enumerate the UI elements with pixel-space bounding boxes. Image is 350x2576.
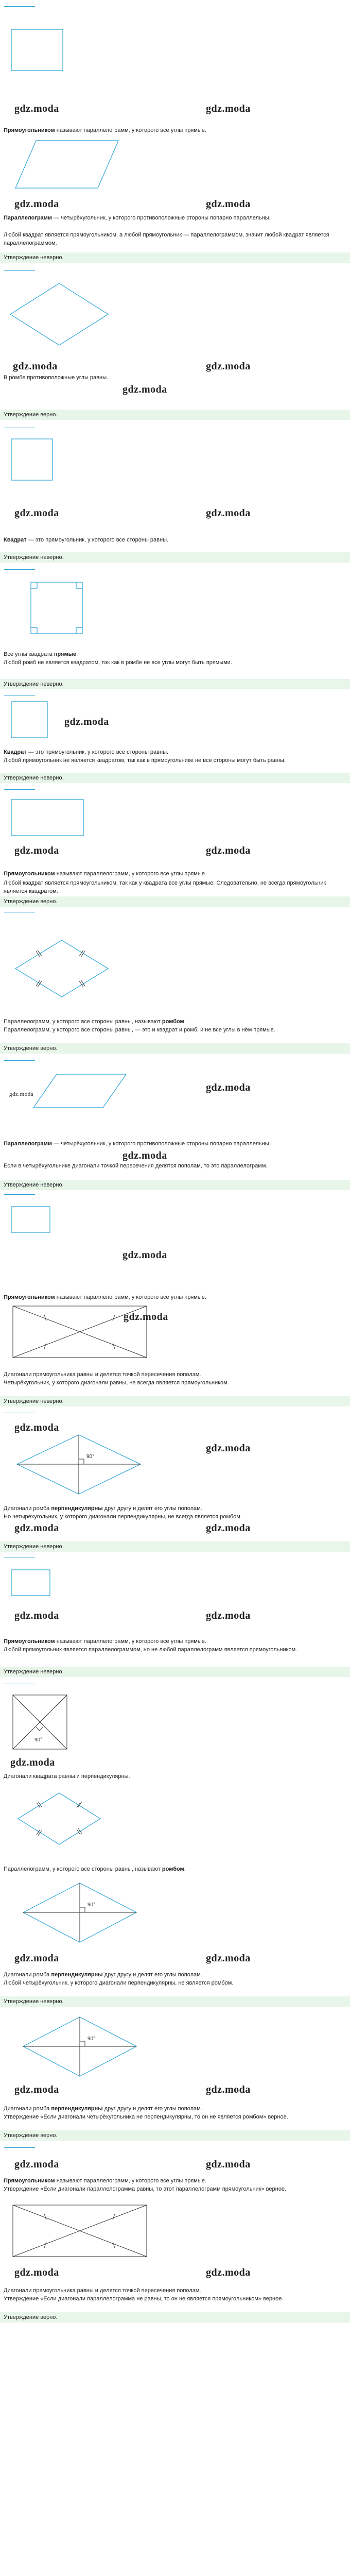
watermark: gdz.moda [206, 507, 251, 519]
status-text: Утверждение неверно. [4, 1182, 64, 1188]
text: называют параллелограмм, у которого все углы прямые. [55, 2178, 206, 2184]
watermark: gdz.moda [14, 1953, 59, 1964]
section-divider [4, 6, 35, 7]
status-badge [0, 1396, 350, 1406]
paragraph: Любой прямоугольник является параллелограммом, но не любой параллелограмм является прямоугольником. [4, 1647, 297, 1653]
term: перпендикулярны [51, 2106, 103, 2112]
status-badge [0, 1996, 350, 2007]
status-text: Утверждение неверно. [4, 1998, 64, 2005]
paragraph [4, 214, 343, 222]
watermark: gdz.moda [14, 198, 59, 210]
watermark: gdz.moda [14, 845, 59, 856]
text: . [184, 1019, 186, 1025]
paragraph: Но четырёхугольник, у которого диагонали перпендикулярны, не всегда является ромбом. [4, 1514, 242, 1520]
term: Прямоугольником [4, 2178, 55, 2184]
rhombus-perpendicular-diagonals-figure [21, 1880, 139, 1945]
status-badge [0, 1667, 350, 1677]
paragraph: Если в четырёхугольнике диагонали точкой пересечения делятся пополам, то это параллелограмм. [4, 1163, 268, 1169]
term: Параллелограмм [4, 215, 52, 221]
text: называют параллелограмм, у которого все углы прямые. [55, 1294, 206, 1300]
text: называют параллелограмм, у которого все углы прямые. [55, 127, 206, 133]
rectangle-with-diagonals-figure [10, 2202, 149, 2259]
parallelogram-figure [31, 1072, 129, 1113]
watermark: gdz.moda [14, 1422, 59, 1433]
angle-label: 90° [87, 1902, 96, 1908]
status-text: Утверждение верно. [4, 1045, 58, 1052]
watermark: gdz.moda [122, 1150, 167, 1161]
paragraph [4, 126, 343, 134]
paragraph [4, 1637, 343, 1646]
watermark: gdz.moda [14, 2267, 59, 2278]
rectangle-figure [10, 1569, 54, 1600]
paragraph: Четырёхугольник, у которого диагонали равны, не всегда является прямоугольником. [4, 1380, 229, 1386]
text: Диагонали ромба [4, 1972, 51, 1978]
paragraph [4, 870, 343, 878]
text: — это прямоугольник, у которого все стороны равны. [26, 537, 169, 543]
watermark: gdz.moda [206, 845, 251, 856]
watermark: gdz.moda [64, 716, 109, 727]
text: Параллелограмм, у которого все стороны равны, называют [4, 1866, 162, 1872]
text: друг другу и делят его углы пополам. [102, 1972, 202, 1978]
watermark: gdz.moda [10, 1757, 55, 1768]
term: Прямоугольником [4, 1294, 55, 1300]
text: — это прямоугольник, у которого все стороны равны. [26, 749, 169, 755]
paragraph: Любой четырёхугольник, у которого диагонали перпендикулярны, не является ромбом. [4, 1980, 234, 1986]
section-divider [4, 1060, 35, 1061]
section-divider [4, 789, 35, 790]
rectangle-figure [10, 1206, 54, 1236]
watermark: gdz.moda [206, 1443, 251, 1454]
square-figure [10, 28, 67, 75]
paragraph [4, 1293, 343, 1301]
text: — четырёхугольник, у которого противоположные стороны попарно параллельны. [52, 215, 271, 221]
term: ромбом [162, 1866, 184, 1872]
text: Все углы квадрата [4, 651, 54, 657]
watermark: gdz.moda [206, 103, 251, 114]
paragraph: Диагонали прямоугольника равны и делятся точкой пересечения пополам. [4, 2287, 201, 2294]
rhombus-perpendicular-diagonals-figure [14, 1432, 143, 1497]
watermark: gdz.moda [206, 2084, 251, 2095]
paragraph [4, 536, 343, 544]
paragraph [4, 2177, 343, 2185]
status-text: Утверждение верно. [4, 899, 58, 905]
paragraph: В ромбе противоположные углы равны. [4, 375, 109, 381]
angle-label: 90° [87, 2036, 96, 2042]
text: Диагонали ромба [4, 2106, 51, 2112]
square-figure [10, 701, 51, 742]
term: Параллелограмм [4, 1141, 52, 1147]
text: друг другу и делят его углы пополам. [102, 2106, 202, 2112]
status-badge [0, 2312, 350, 2323]
paragraph: Параллелограмм, у которого все стороны равны, — это и квадрат и ромб, и не все углы в нём прямые. [4, 1027, 275, 1033]
paragraph: Утверждение «Если диагонали параллелограмма равны, то этот параллелограмм прямоугольник» верное. [4, 2186, 286, 2192]
paragraph [4, 650, 343, 658]
watermark: gdz.moda [206, 1953, 251, 1964]
paragraph: Диагонали прямоугольника равны и делятся точкой пересечения пополам. [4, 1371, 201, 1378]
status-text: Утверждение неверно. [4, 681, 64, 687]
paragraph [4, 1018, 343, 1026]
paragraph [4, 1971, 343, 1979]
text: . [76, 651, 78, 657]
text: Параллелограмм, у которого все стороны равны, называют [4, 1019, 162, 1025]
status-text: Утверждение неверно. [4, 775, 64, 781]
paragraph: Любой ромб не является квадратом, так как в ромбе не все углы могут быть прямыми. [4, 659, 232, 666]
rhombus-perpendicular-diagonals-figure [21, 2014, 139, 2079]
term: Прямоугольником [4, 127, 55, 133]
section-divider [4, 2147, 35, 2148]
parallelogram-figure [10, 137, 124, 193]
section-divider [4, 1194, 35, 1195]
watermark: gdz.moda [122, 1249, 167, 1261]
term: Прямоугольником [4, 1638, 55, 1645]
status-badge [0, 896, 350, 907]
section-divider [4, 270, 35, 271]
status-badge [0, 410, 350, 420]
term: ромбом [162, 1019, 184, 1025]
paragraph [4, 1504, 343, 1513]
watermark: gdz.moda [206, 2159, 251, 2170]
term: перпендикулярны [51, 1972, 103, 1978]
text: называют параллелограмм, у которого все углы прямые. [55, 1638, 206, 1645]
watermark: gdz.moda [14, 1610, 59, 1621]
watermark: gdz.moda [122, 384, 167, 395]
watermark: gdz.moda [14, 507, 59, 519]
paragraph: Любой квадрат является прямоугольником, а любой прямоугольник — параллелограммом, значит любой квадрат является параллелограммом. [4, 232, 329, 246]
status-badge [0, 1043, 350, 1054]
term: прямые [54, 651, 77, 657]
status-text: Утверждение верно. [4, 2132, 58, 2139]
paragraph [4, 2105, 343, 2113]
watermark: gdz.moda [14, 2159, 59, 2170]
watermark: gdz.moda [206, 1082, 251, 1093]
status-text: Утверждение неверно. [4, 1669, 64, 1675]
rhombus-with-equal-sides-figure [13, 938, 111, 999]
paragraph [4, 748, 343, 756]
section-divider [4, 569, 35, 570]
term: Прямоугольником [4, 871, 55, 877]
watermark: gdz.moda [206, 361, 251, 372]
paragraph: Любой прямоугольник не является квадратом, так как в прямоугольнике не все стороны могут быть равны. [4, 757, 286, 764]
status-text: Утверждение верно. [4, 2314, 58, 2320]
status-badge [0, 2130, 350, 2141]
status-text: Утверждение неверно. [4, 1544, 64, 1550]
watermark: gdz.moda [124, 1311, 168, 1323]
text: называют параллелограмм, у которого все углы прямые. [55, 871, 206, 877]
watermark: gdz.moda [14, 1522, 59, 1534]
rhombus-figure [8, 281, 111, 348]
angle-label: 90° [86, 1454, 95, 1460]
status-badge [0, 773, 350, 783]
rectangle-figure [10, 799, 87, 840]
term: Квадрат [4, 537, 27, 543]
watermark: gdz.moda [14, 2084, 59, 2095]
watermark: gdz.moda [206, 1522, 251, 1534]
paragraph [4, 1865, 343, 1873]
paragraph: Любой квадрат является прямоугольником, так как у квадрата все углы прямые. Следовательно, не всегда прямоугольник является квадратом. [4, 880, 326, 894]
watermark: gdz.moda [206, 2267, 251, 2278]
status-badge [0, 679, 350, 689]
text: . [184, 1866, 186, 1872]
status-badge [0, 552, 350, 563]
watermark: gdz.moda [206, 1610, 251, 1621]
rhombus-with-equal-sides-figure [15, 1790, 103, 1847]
status-badge [0, 1541, 350, 1552]
watermark: gdz.moda [9, 1091, 34, 1097]
term: перпендикулярны [51, 1505, 103, 1512]
watermark: gdz.moda [206, 198, 251, 210]
paragraph: Диагонали квадрата равны и перпендикулярны. [4, 1773, 130, 1780]
status-badge [0, 1180, 350, 1190]
square-figure [10, 438, 57, 484]
watermark: gdz.moda [13, 361, 58, 372]
text: — четырёхугольник, у которого противоположные стороны попарно параллельны. [52, 1141, 271, 1147]
watermark: gdz.moda [14, 103, 59, 114]
text: Диагонали ромба [4, 1505, 51, 1512]
status-badge [0, 252, 350, 263]
square-with-diagonals-figure [10, 1692, 69, 1752]
paragraph: Утверждение «Если диагонали четырёхугольника не перпендикулярны, то он не является ромбом» верное. [4, 2114, 288, 2120]
status-text: Утверждение неверно. [4, 255, 64, 261]
status-text: Утверждение верно. [4, 412, 58, 418]
square-with-right-angles-figure [28, 580, 90, 641]
paragraph [4, 1140, 343, 1148]
status-text: Утверждение неверно. [4, 1398, 64, 1404]
status-text: Утверждение неверно. [4, 554, 64, 561]
term: Квадрат [4, 749, 27, 755]
text: друг другу и делят его углы пополам. [102, 1505, 202, 1512]
paragraph: Утверждение «Если диагонали параллелограмма не равны, то он не является прямоугольником» верное. [4, 2296, 284, 2302]
angle-label: 90° [34, 1737, 43, 1743]
